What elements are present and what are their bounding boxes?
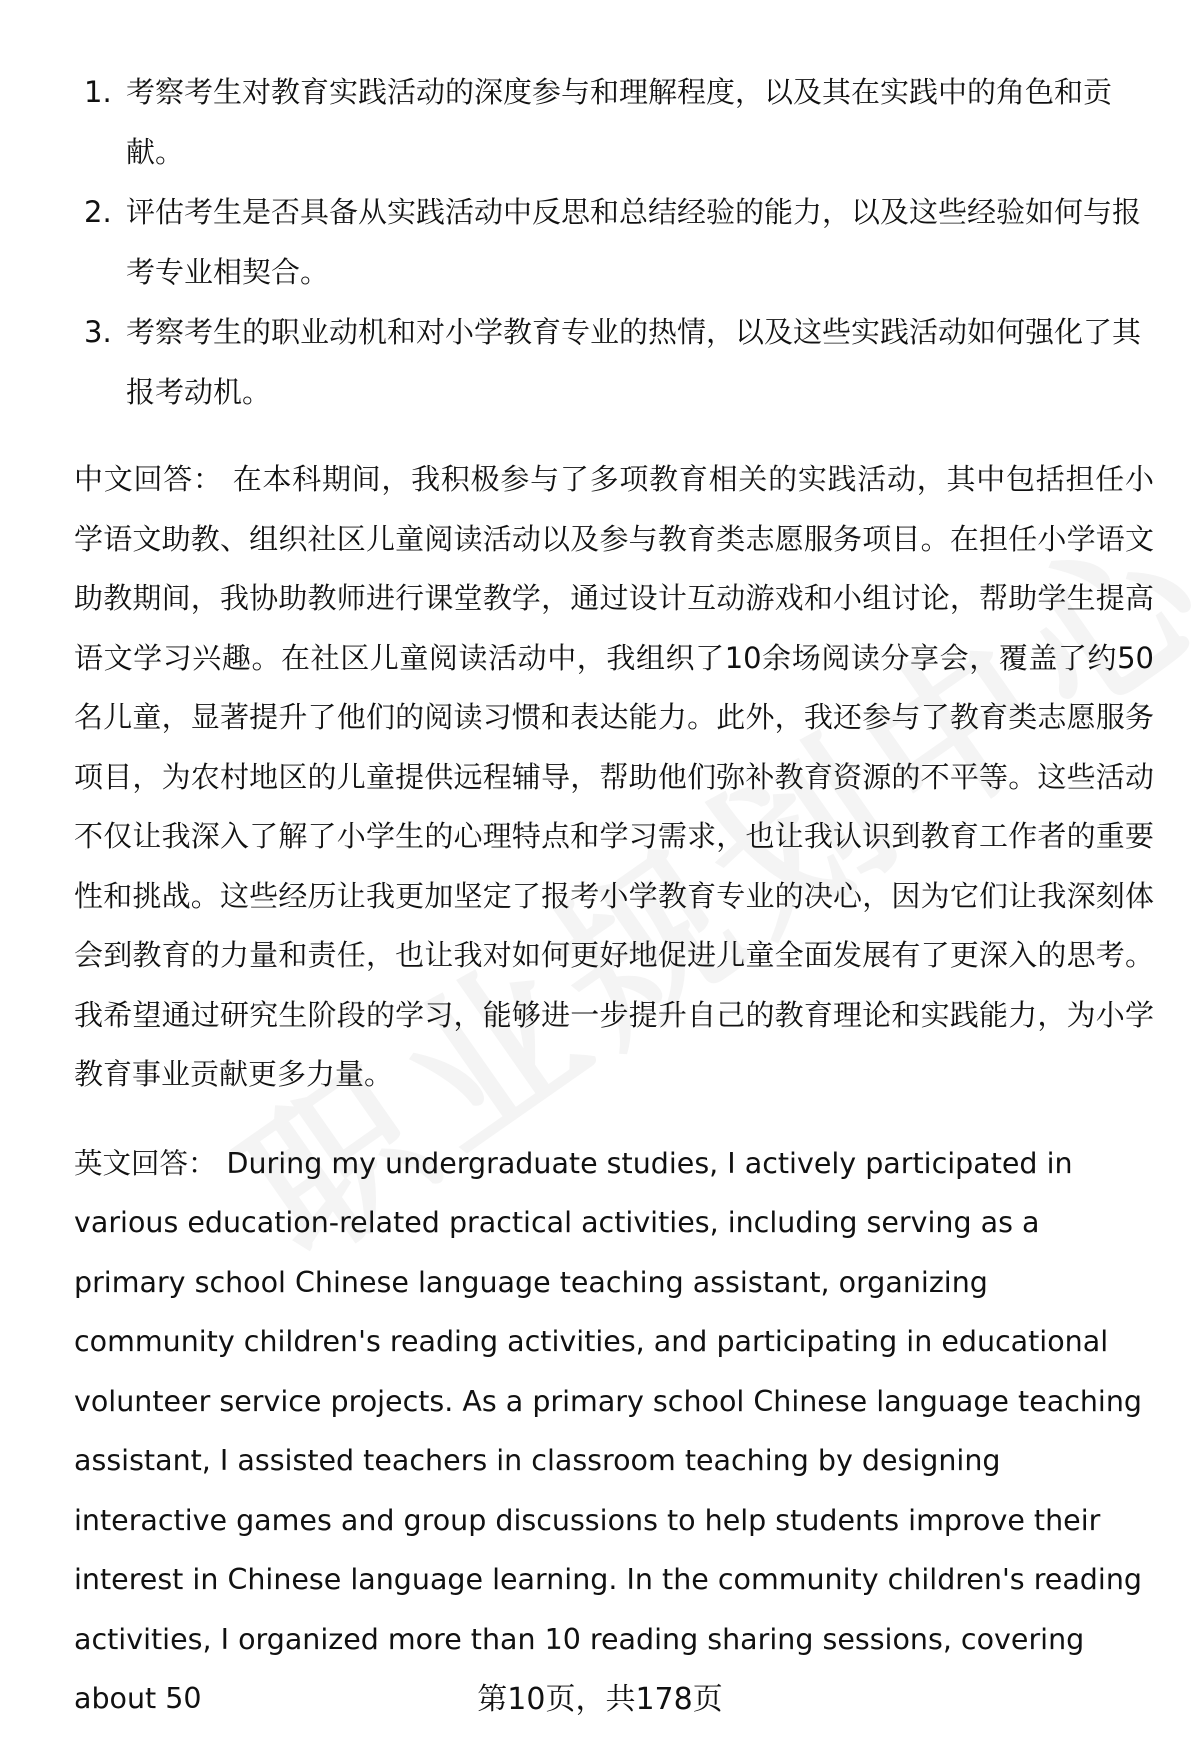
requirement-number: 1. <box>84 75 112 109</box>
requirement-number: 3. <box>84 315 112 349</box>
english-answer <box>74 1134 1154 1729</box>
requirement-number: 2. <box>84 195 112 229</box>
page-content <box>74 62 1154 1757</box>
requirement-text: 考察考生的职业动机和对小学教育专业的热情，以及这些实践活动如何强化了其报考动机。 <box>126 315 1142 409</box>
requirement-text: 评估考生是否具备从实践活动中反思和总结经验的能力，以及这些经验如何与报考专业相契合。 <box>126 195 1142 289</box>
requirement-item <box>74 62 1154 182</box>
requirement-item <box>74 182 1154 302</box>
chinese-answer-label: 中文回答： <box>74 462 223 496</box>
requirements-list <box>74 62 1154 422</box>
requirement-text: 考察考生对教育实践活动的深度参与和理解程度，以及其在实践中的角色和贡献。 <box>126 75 1113 169</box>
page-footer: 第10页，共178页 <box>477 1682 723 1717</box>
chinese-answer-text: 在本科期间，我积极参与了多项教育相关的实践活动，其中包括担任小学语文助教、组织社区儿童阅读活动以及参与教育类志愿服务项目。在担任小学语文助教期间，我协助教师进行课堂教学，通过设计互动游戏和小组讨论，帮助学生提高语文学习兴趣。在社区儿童阅读活动中，我组织了10余场阅读分享会，覆盖了约50名儿童，显著提升了他们的阅读习惯和表达能力。此外，我还参与了教育类志愿服务项目，为农村地区的儿童提供远程辅导，帮助他们弥补教育资源的不平等。这些活动不仅让我深入了解了小学生的心理特点和学习需求，也让我认识到教育工作者的重要性和挑战。这些经历让我更加坚定了报考小学教育专业的决心，因为它们让我深刻体会到教育的力量和责任，也让我对如何更好地促进儿童全面发展有了更深入的思考。我希望通过研究生阶段的学习，能够进一步提升自己的教育理论和实践能力，为小学教育事业贡献更多力量。 <box>74 462 1154 1091</box>
chinese-answer <box>74 450 1154 1105</box>
requirement-item <box>74 302 1154 422</box>
english-answer-text: During my undergraduate studies, I actively participated in various education-related practical activities, including serving as a primary school Chinese language teaching assistant, organizing community children's reading activities, and participating in educational volunteer service projects. As a primary school Chinese language teaching assistant, I assisted teachers in classroom teaching by designing interactive games and group discussions to help students improve their interest in Chinese language learning. In the community children's reading activities, I organized more than 10 reading sharing sessions, covering about 50 <box>74 1146 1142 1715</box>
english-answer-label: 英文回答： <box>74 1146 217 1180</box>
